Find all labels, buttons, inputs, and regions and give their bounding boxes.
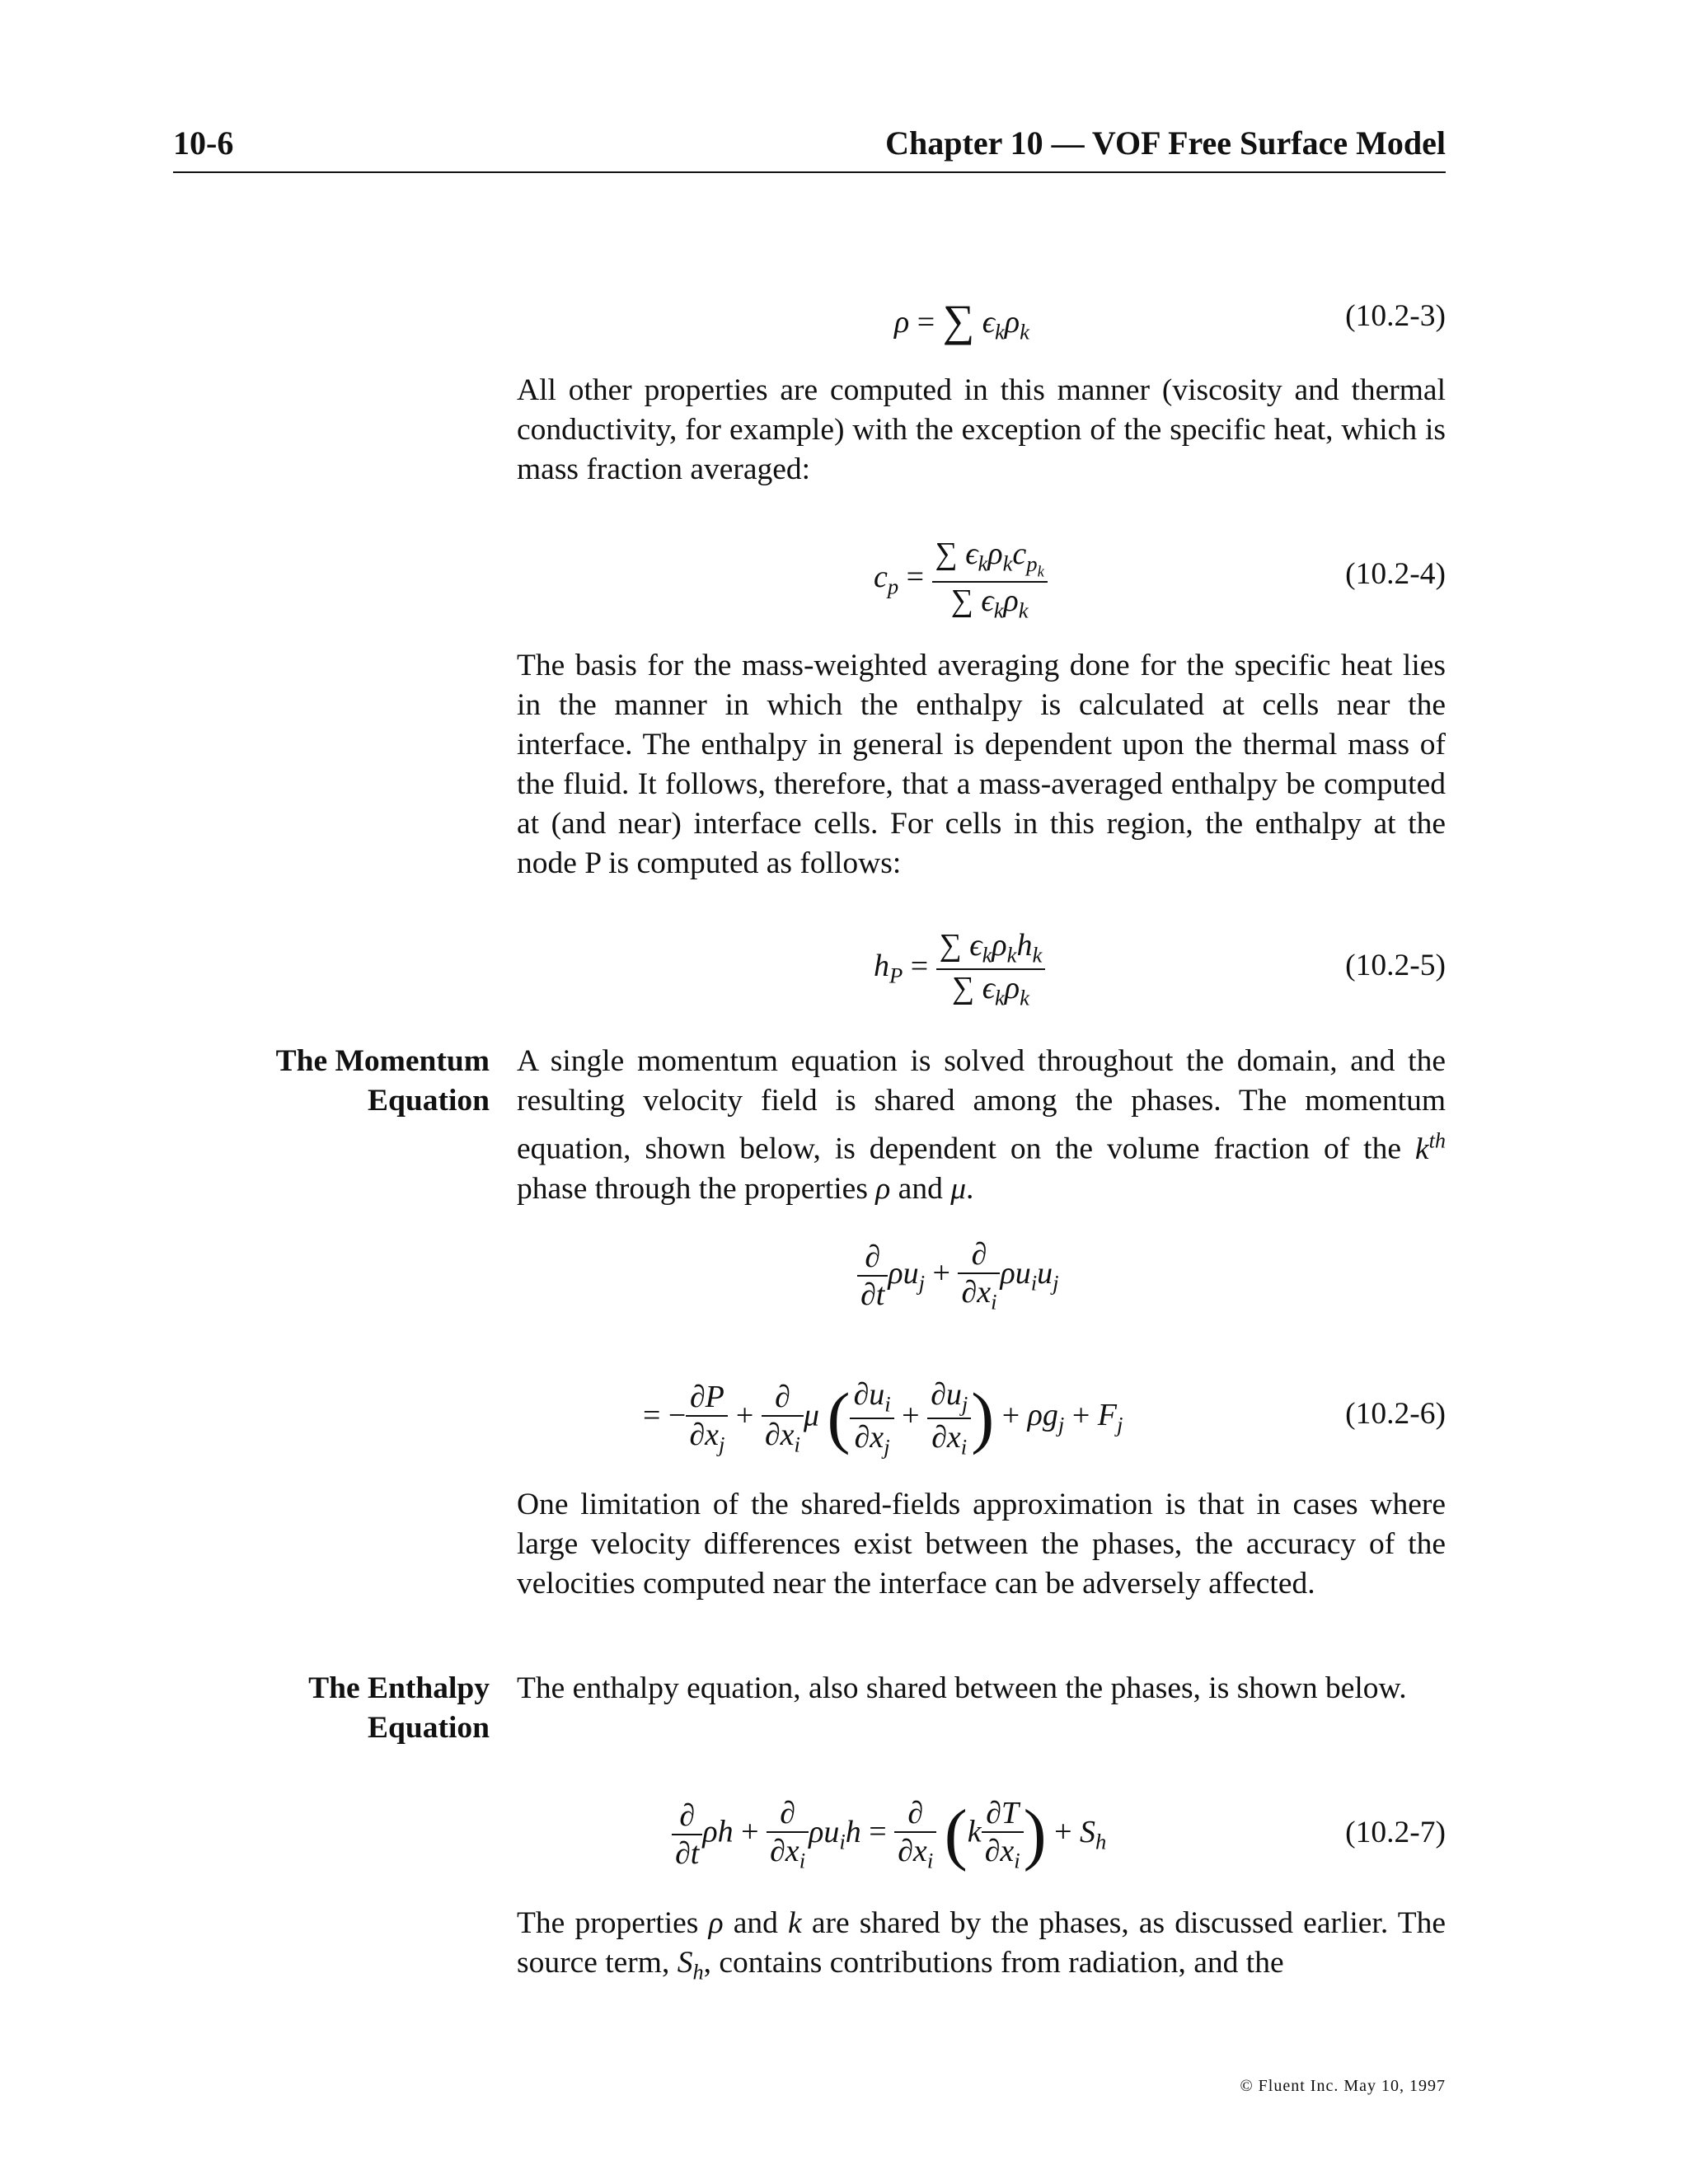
text-run: The properties (517, 1906, 709, 1940)
text-run: are shared by the phases, as discussed earlier. The source term, (517, 1906, 1446, 1980)
side-heading-line: The Enthalpy (308, 1671, 490, 1705)
text-run: and (723, 1906, 789, 1940)
running-title: Chapter 10 — VOF Free Surface Model (885, 124, 1446, 162)
copyright-footer: © Fluent Inc. May 10, 1997 (1240, 2077, 1446, 2095)
side-heading-line: Equation (368, 1084, 490, 1118)
text-run: phase through the properties (517, 1171, 876, 1206)
equation-10-2-5: $h_P$ = $\frac{\sum \epsilon_k\rho_kh_k}{\sum \epsilon_k\rho_k}$ (874, 927, 1045, 1010)
side-heading-enthalpy (308, 1669, 490, 1748)
equation-number: (10.2-5) (1345, 949, 1446, 982)
paragraph-closing: The properties ρ and k are shared by the phases, as discussed earlier. The source term, $S_h$, contains contributions from radiation, and the (517, 1906, 1446, 1985)
text-run: and (890, 1171, 951, 1206)
page-number: 10-6 (173, 124, 234, 162)
side-heading-line: The Momentum (275, 1044, 490, 1078)
side-heading-line: Equation (368, 1711, 490, 1745)
equation-10-2-3: ρ = ∑ $\epsilon_k\rho_k$ (894, 296, 1029, 345)
equation-10-2-4: $c_p$ = $\frac{\sum \epsilon_k\rho_kc_{p_k}}{\sum \epsilon_k\rho_k}$ (874, 536, 1048, 624)
equation-number: (10.2-4) (1345, 557, 1446, 591)
paragraph-momentum: A single momentum equation is solved throughout the domain, and the resulting velocity field is shared among the phases. The momentum equation, shown below, is dependent on the volume fraction of the $k^{th}$ phase through the properties ρ and μ. (517, 1044, 1446, 1206)
equation-number: (10.2-6) (1345, 1397, 1446, 1431)
text-run: A single momentum equation is solved throughout the domain, and the resulting velocity field is shared among the phases. The momentum equation, shown below, is dependent on the volume fraction of the (517, 1044, 1446, 1166)
equation-10-2-6-rhs: = − $\frac{\partial P}{\partial x_j}$ + $\frac{\partial}{\partial x_i}$ μ ( $\frac{\partial u_i}{\partial x_j}$ + $\frac{\partial u_j}{\partial x_i}$ ) + $\rho g_j + F_j$ (643, 1377, 1123, 1460)
equation-10-2-7: $\frac{\partial}{\partial t}$ ρh + $\frac{\partial}{\partial x_i}$ $\rho u_ih$ = $\frac{\partial}{\partial x_i}$ (k $\frac{\partial T}{\partial x_i}$ ) + $S_h$ (672, 1795, 1106, 1874)
equation-10-2-6-lhs: $\frac{\partial}{\partial t}$ $\rho u_j$ + $\frac{\partial}{\partial x_i}$ $\rho u_iu_j$ (857, 1236, 1059, 1315)
text-run: , contains contributions from radiation, and the (703, 1946, 1284, 1980)
page-header (173, 124, 1446, 173)
equation-number: (10.2-7) (1345, 1816, 1446, 1849)
paragraph: All other properties are computed in this manner (viscosity and thermal conductivity, for example) with the exception of the specific heat, which is mass fraction averaged: (517, 373, 1446, 486)
equation-number: (10.2-3) (1345, 299, 1446, 333)
paragraph: The basis for the mass-weighted averaging done for the specific heat lies in the manner in which the enthalpy is calculated at cells near the interface. The enthalpy in general is dependent upon the thermal mass of the fluid. It follows, therefore, that a mass-averaged enthalpy be computed at (and near) interface cells. For cells in this region, the enthalpy at the node P is computed as follows: (517, 649, 1446, 880)
side-heading-momentum (276, 1042, 490, 1121)
paragraph: One limitation of the shared-fields approximation is that in cases where large velocity differences exist between the phases, the accuracy of the velocities computed near the interface can be adversely affected. (517, 1488, 1446, 1601)
paragraph-enthalpy: The enthalpy equation, also shared between the phases, is shown below. (517, 1671, 1407, 1705)
